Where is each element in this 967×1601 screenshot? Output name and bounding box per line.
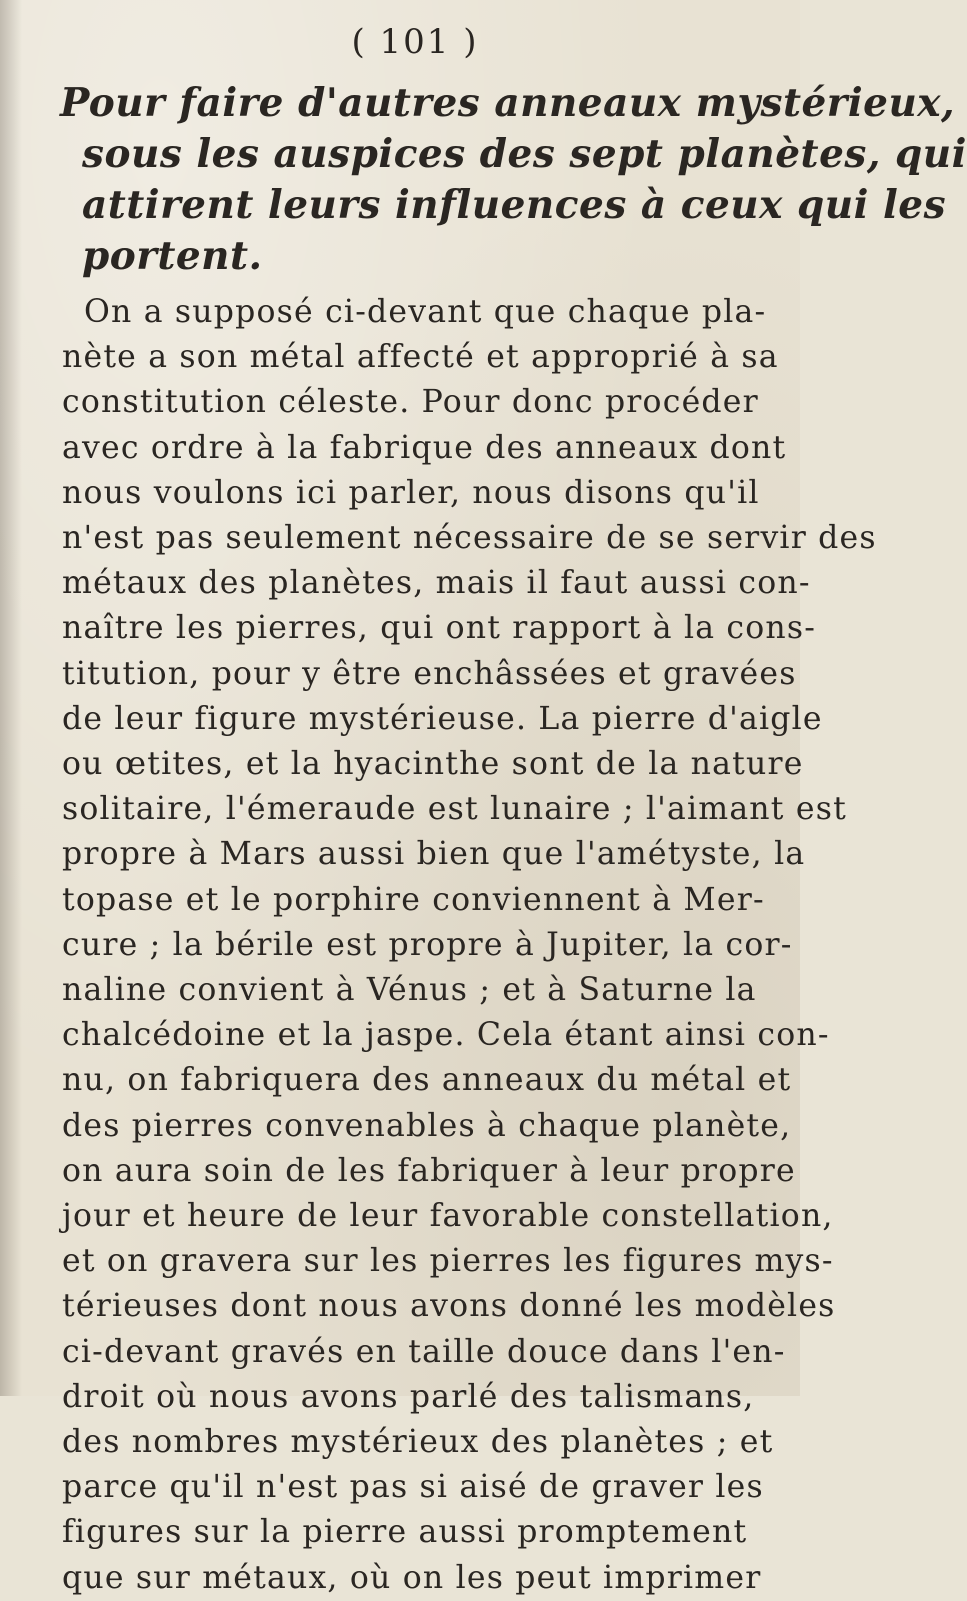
text-line: métaux des planètes, mais il faut aussi con- [62,565,811,602]
text-line: que sur métaux, où on les peut imprimer [62,1559,762,1596]
text-line: nous voulons ici parler, nous disons qu'il [62,474,760,511]
heading-line: attirent leurs influences à ceux qui les [82,182,947,228]
body-text [62,290,877,1601]
text-line: naître les pierres, qui ont rapport à la cons- [62,610,817,647]
page-gutter-shadow [0,0,22,1396]
text-line: topase et le porphire conviennent à Mer- [62,881,765,918]
text-line: naline convient à Vénus ; et à Saturne la [62,972,757,1009]
text-line: On a supposé ci-devant que chaque pla- [84,294,767,330]
text-line: avec ordre à la fabrique des anneaux dont [62,429,787,466]
text-line: n'est pas seulement nécessaire de se servir des [62,520,877,557]
text-line: nu, on fabriquera des anneaux du métal et [62,1062,792,1099]
text-line: des nombres mystérieux des planètes ; et [62,1424,774,1461]
text-line: nète a son métal affecté et approprié à sa [62,339,779,376]
text-line: droit où nous avons parlé des talismans, [62,1378,755,1415]
heading-line: portent. [82,233,263,279]
text-line: propre à Mars aussi bien que l'amétyste, la [62,836,806,873]
section-heading [60,78,967,282]
text-line: figures sur la pierre aussi promptement [62,1514,748,1551]
text-line: ci-devant gravés en taille douce dans l'en- [62,1333,786,1370]
heading-line: sous les auspices des sept planètes, qui [82,131,967,177]
text-line: chalcédoine et la jaspe. Cela étant ainsi con- [62,1017,830,1054]
text-line: des pierres convenables à chaque planète, [62,1107,792,1144]
text-line: on aura soin de les fabriquer à leur propre [62,1152,796,1189]
text-line: ou œtites, et la hyacinthe sont de la nature [62,746,804,783]
text-line: solitaire, l'émeraude est lunaire ; l'aimant est [62,791,847,828]
text-line: de leur figure mystérieuse. La pierre d'aigle [62,700,823,737]
page-number: ( 101 ) [351,22,479,62]
text-line: parce qu'il n'est pas si aisé de graver les [62,1469,764,1506]
text-line: jour et heure de leur favorable constellation, [62,1198,834,1235]
heading-line: Pour faire d'autres anneaux mystérieux, [60,80,956,126]
text-line: térieuses dont nous avons donné les modèles [62,1288,836,1325]
text-line: cure ; la bérile est propre à Jupiter, la cor- [62,926,793,963]
text-line: titution, pour y être enchâssées et gravées [62,655,797,692]
text-line: et on gravera sur les pierres les figures mys- [62,1243,834,1280]
text-line: constitution céleste. Pour donc procéder [62,384,759,421]
